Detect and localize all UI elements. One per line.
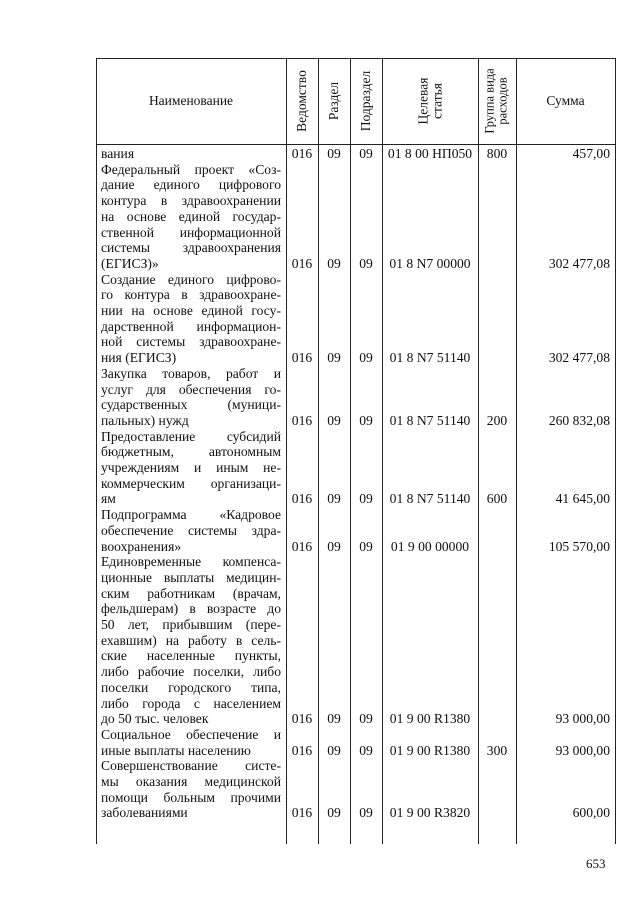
row-podrazdel: 09 [359,742,373,758]
page-number: 653 [586,856,606,871]
row-summa: 93 000,00 [555,742,610,758]
row-name [101,727,281,758]
row-podrazdel: 09 [359,491,373,507]
row-celevaya: 01 8 00 НП050 [387,146,473,161]
row-name-line: ехавшим) на работу в сель- [101,632,281,648]
row-name [101,272,281,366]
row-name [101,146,281,162]
row-celevaya: 01 8 N7 51140 [389,491,471,507]
row-ved: 016 [291,491,313,507]
header-summa [516,58,615,144]
row-podrazdel: 09 [359,350,373,366]
row-name-line: воохранения» [101,538,182,554]
header-gruppa [478,58,516,144]
row-name-line: контура в здравоохранении [101,193,281,209]
row-name-line: заболеваниями [101,805,188,821]
row-name [101,554,281,727]
row-name-line: (ЕГИСЗ)» [101,255,159,271]
row-podrazdel: 09 [359,711,373,727]
row-ved: 016 [291,255,313,271]
row-razdel: 09 [327,805,341,821]
header-gruppa-line2: расходов [496,77,511,125]
row-name-line: вания [101,146,135,161]
row-ved: 016 [291,805,313,821]
header-name [96,58,286,144]
header-celevaya-wrap [416,78,444,125]
row-ved: 016 [291,350,313,366]
col-border-right [615,58,616,844]
row-name [101,429,281,508]
row-name-line: системы здравоохранения [101,240,281,256]
row-name-line: услуг для обеспечения го- [101,381,281,397]
row-ved: 016 [291,146,313,161]
row-name [101,507,281,554]
row-name-line: обеспечение системы здра- [101,522,281,538]
row-name-line: Закупка товаров, работ и [101,365,281,381]
row-name-line: го контура в здравоохране- [101,287,281,303]
budget-table [96,58,616,844]
row-summa: 600,00 [572,805,610,821]
row-celevaya: 01 8 N7 00000 [389,255,471,271]
row-name-line: Совершенствование систе- [101,758,281,774]
row-summa: 302 477,08 [548,255,610,271]
row-name-line: сударственных (муници- [101,397,281,413]
row-name-line: ственной информационной [101,224,281,240]
header-vedomstvo-text: Ведомство [294,70,309,132]
row-name-line: либо города с населением [101,695,281,711]
row-name-line: дарственной информацион- [101,318,281,334]
row-gruppa: 200 [486,412,508,428]
header-gruppa-wrap [484,68,510,133]
row-razdel: 09 [327,412,341,428]
col-border-gruppa [478,58,479,844]
row-celevaya: 01 8 N7 51140 [389,350,471,366]
header-celevaya-line2: статья [429,83,444,119]
header-bottom-border [96,144,616,145]
row-name-line: ния (ЕГИСЗ) [101,350,177,366]
row-name-line: ционные выплаты медицин- [101,569,281,585]
row-name-line: Подпрограмма «Кадровое [101,507,281,523]
row-name-line: ские населенные пункты, [101,648,281,664]
row-podrazdel: 09 [359,146,373,161]
row-summa: 41 645,00 [555,491,610,507]
row-name-line: до 50 тыс. человек [101,711,209,727]
row-razdel: 09 [327,146,341,161]
row-name-line: ским работникам (врачам, [101,585,281,601]
row-name-line: либо рабочие поселки, либо [101,664,281,680]
row-name-line: 50 лет, прибывшим (пере- [101,617,281,632]
row-name-line: Создание единого цифрово- [101,271,281,287]
row-gruppa: 800 [486,146,508,161]
header-razdel [318,58,350,144]
row-gruppa: 600 [486,491,508,507]
row-name-line: помощи больным прочими [101,789,281,805]
row-ved: 016 [291,538,313,554]
row-name-line: бюджетным, автономным [101,444,281,460]
row-gruppa: 300 [486,742,508,758]
row-name-line: Федеральный проект «Соз- [101,161,281,177]
row-razdel: 09 [327,711,341,727]
row-name-line: поселки городского типа, [101,679,281,695]
row-celevaya: 01 9 00 R1380 [389,742,471,758]
row-name-line: мы оказания медицинской [101,774,281,789]
row-razdel: 09 [327,350,341,366]
header-celevaya-line1: Целевая [415,77,430,125]
row-name [101,758,281,821]
header-podrazdel [350,58,382,144]
row-podrazdel: 09 [359,538,373,554]
row-summa: 93 000,00 [555,711,610,727]
row-name-line: иные выплаты населению [101,742,251,758]
row-summa: 457,00 [572,146,610,161]
row-name-line: на основе единой государ- [101,208,281,224]
header-vedomstvo [286,58,318,144]
row-name-line: ям [101,491,116,507]
row-podrazdel: 09 [359,412,373,428]
row-name-line: Единовременные компенса- [101,554,281,570]
row-celevaya: 01 9 00 R3820 [389,805,471,821]
row-ved: 016 [291,412,313,428]
row-podrazdel: 09 [359,255,373,271]
col-border-left [96,58,97,844]
row-name-line: коммерческим организаци- [101,475,281,491]
row-summa: 260 832,08 [548,412,610,428]
row-name [101,366,281,429]
row-name-line: Предоставление субсидий [101,428,281,444]
row-name-line: ной системы здравоохране- [101,334,281,350]
header-name-text: Наименование [148,93,234,108]
row-name-line: фельдшерам) в возрасте до [101,601,281,617]
row-celevaya: 01 9 00 00000 [390,538,470,554]
row-celevaya: 01 8 N7 51140 [389,412,471,428]
row-podrazdel: 09 [359,805,373,821]
header-summa-text: Сумма [546,93,585,108]
header-podrazdel-text: Подраздел [358,70,374,132]
row-name [101,162,281,272]
row-summa: 302 477,08 [548,350,610,366]
row-razdel: 09 [327,491,341,507]
row-name-line: пальных) нужд [101,412,189,428]
row-name-line: дание единого цифрового [101,177,281,193]
row-razdel: 09 [327,742,341,758]
header-gruppa-line1: Группа вида [483,68,498,134]
header-razdel-text: Раздел [326,81,341,121]
row-ved: 016 [291,742,313,758]
row-ved: 016 [291,711,313,727]
row-razdel: 09 [327,255,341,271]
row-name-line: учреждениям и иным не- [101,460,281,475]
header-celevaya [382,58,478,144]
row-celevaya: 01 9 00 R1380 [389,711,471,727]
row-summa: 105 570,00 [548,538,610,554]
row-name-line: нии на основе единой госу- [101,303,281,318]
row-razdel: 09 [327,538,341,554]
row-name-line: Социальное обеспечение и [101,726,281,742]
